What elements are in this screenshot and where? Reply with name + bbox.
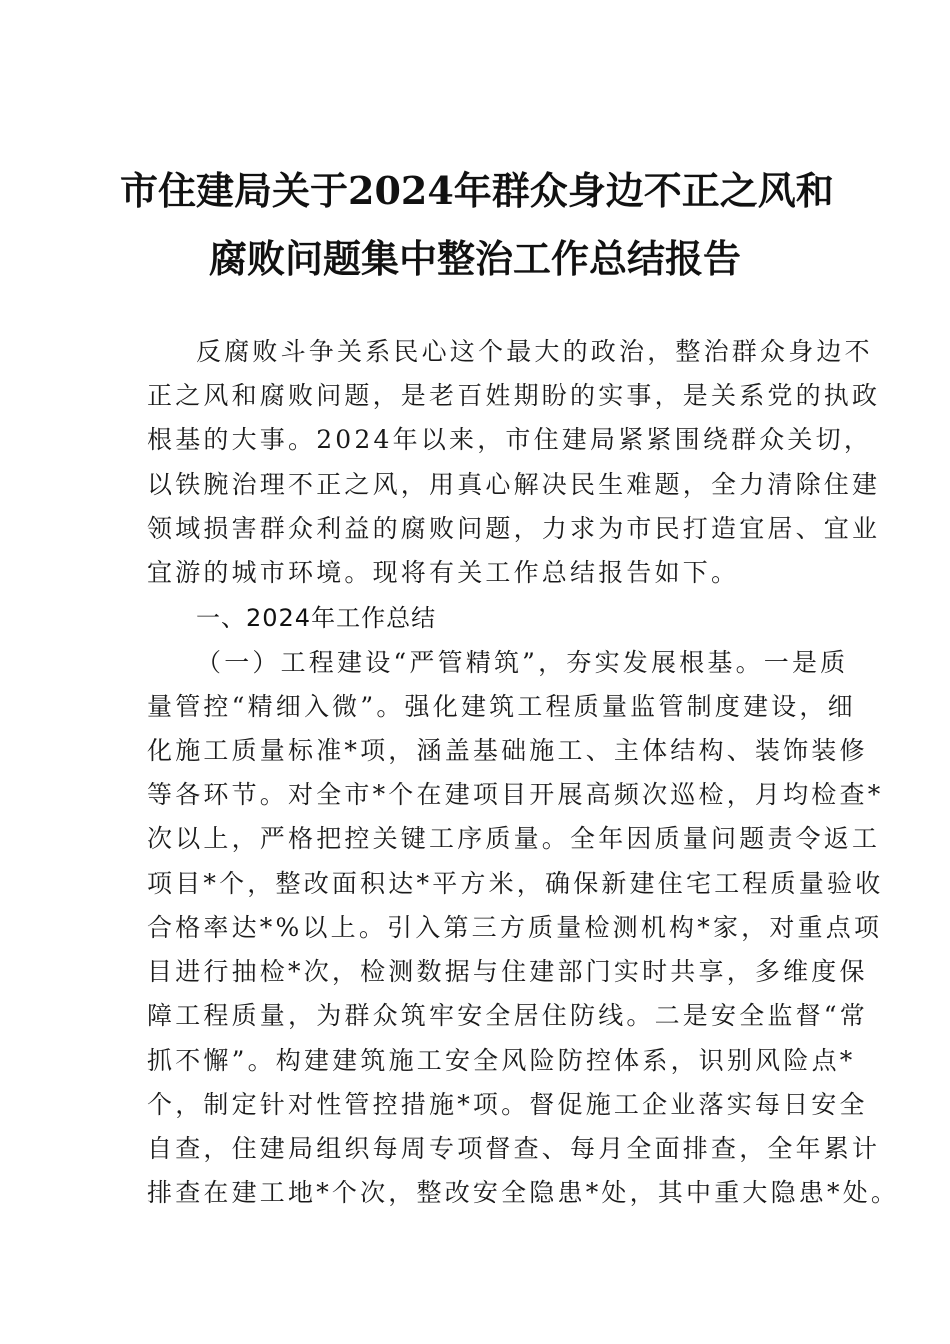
subsection-paragraph-line: 自查，住建局组织每周专项督查、每月全面排查，全年累计 <box>147 1134 881 1163</box>
section-heading: 一、2024年工作总结 <box>196 604 437 632</box>
subsection-paragraph-line: 个，制定针对性管控措施*项。督促施工企业落实每日安全 <box>147 1090 868 1119</box>
subsection-paragraph-line: 排查在建工地*个次，整改安全隐患*处，其中重大隐患*处。 <box>147 1178 900 1207</box>
subsection-paragraph-line: 合格率达*%以上。引入第三方质量检测机构*家，对重点项 <box>147 913 883 942</box>
intro-paragraph-line: 以铁腕治理不正之风，用真心解决民生难题，全力清除住建 <box>147 470 881 499</box>
document-title-line-1: 市住建局关于2024年群众身边不正之风和 <box>120 168 834 213</box>
intro-paragraph-line: 正之风和腐败问题，是老百姓期盼的实事，是关系党的执政 <box>147 381 881 410</box>
subsection-paragraph-line: 项目*个，整改面积达*平方米，确保新建住宅工程质量验收 <box>147 869 884 898</box>
intro-paragraph-line: 反腐败斗争关系民心这个最大的政治，整治群众身边不 <box>196 337 873 366</box>
subsection-paragraph-line: 障工程质量，为群众筑牢安全居住防线。二是安全监督“常 <box>147 1001 868 1030</box>
document-title-line-2: 腐败问题集中整治工作总结报告 <box>208 236 741 281</box>
intro-paragraph-line: 领域损害群众利益的腐败问题，力求为市民打造宜居、宜业 <box>147 514 881 543</box>
subsection-paragraph-line: 目进行抽检*次，检测数据与住建部门实时共享，多维度保 <box>147 957 868 986</box>
subsection-paragraph-line: 抓不懈”。构建建筑施工安全风险防控体系，识别风险点* <box>147 1046 856 1075</box>
subsection-paragraph-line: （一）工程建设“严管精筑”，夯实发展根基。一是质 <box>196 648 849 677</box>
subsection-paragraph-line: 化施工质量标准*项，涵盖基础施工、主体结构、装饰装修 <box>147 736 868 765</box>
subsection-paragraph-line: 等各环节。对全市*个在建项目开展高频次巡检，月均检查* <box>147 780 884 809</box>
subsection-paragraph-line: 次以上，严格把控关键工序质量。全年因质量问题责令返工 <box>147 824 881 853</box>
intro-paragraph-line: 根基的大事。2024年以来，市住建局紧紧围绕群众关切， <box>147 425 873 454</box>
intro-paragraph-line: 宜游的城市环境。现将有关工作总结报告如下。 <box>147 558 740 587</box>
subsection-paragraph-line: 量管控“精细入微”。强化建筑工程质量监管制度建设，细 <box>147 692 856 721</box>
